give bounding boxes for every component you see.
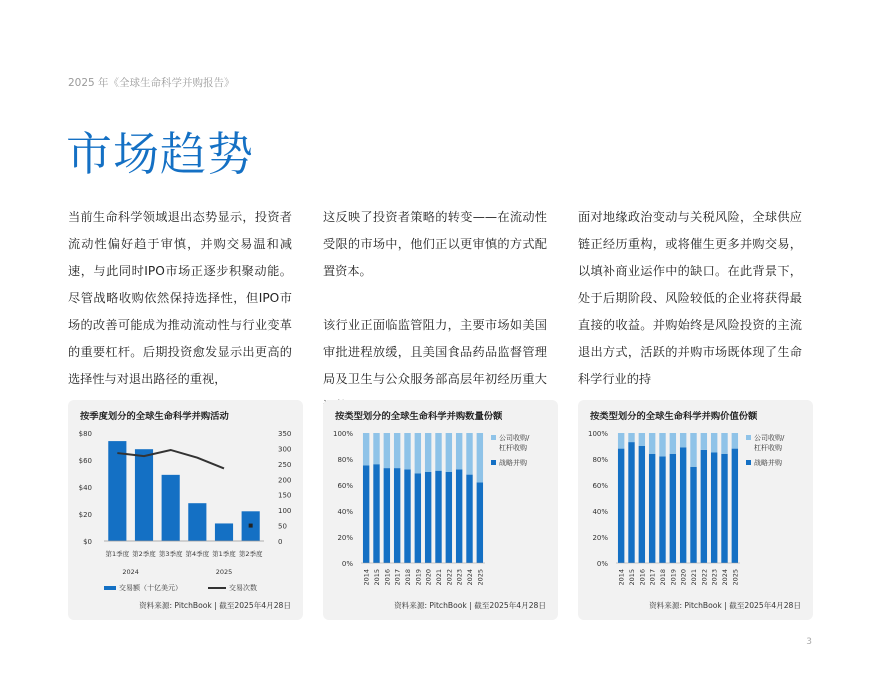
legend-label: 交易次数 <box>229 584 257 592</box>
text-column-3 <box>578 204 802 393</box>
chart-card-value-share <box>578 400 813 620</box>
x-tick-label: 2020 <box>424 569 433 586</box>
bar-segment-strategic <box>394 468 400 563</box>
bar-segment-strategic <box>456 469 462 563</box>
y2-tick-label: 250 <box>278 460 292 469</box>
bar-segment-pe <box>711 433 717 453</box>
bar-segment-pe <box>384 433 390 468</box>
bar-segment-strategic <box>690 467 696 563</box>
bar-segment-strategic <box>466 475 472 563</box>
x-tick-label: 2021 <box>690 569 698 586</box>
y2-tick-label: 100 <box>278 507 292 516</box>
bar <box>162 475 180 541</box>
paragraph: 这反映了投资者策略的转变——在流动性受限的市场中，他们正以更审慎的方式配置资本。 <box>323 210 547 278</box>
y2-tick-label: 300 <box>278 445 292 454</box>
bar-segment-pe <box>394 433 400 468</box>
bar-segment-pe <box>415 433 421 473</box>
deal-count-line <box>117 450 224 469</box>
paragraph: 当前生命科学领域退出态势显示，投资者流动性偏好趋于审慎，并购交易温和减速，与此同时IPO市场正逐步积聚动能。尽管战略收购依然保持选择性，但IPO市场的改善可能成为推动流动性与行业变革的重要杠杆。后期投资愈发显示出更高的选择性与对退出路径的重视， <box>68 210 292 386</box>
x-tick-label: 2015 <box>373 569 381 586</box>
x-tick-label: 2018 <box>404 569 412 586</box>
bar <box>215 523 233 541</box>
y-tick-label: 20% <box>592 534 608 542</box>
legend-swatch-strategic <box>746 460 751 465</box>
y-tick-label: 60% <box>592 482 608 490</box>
y2-tick-label: 50 <box>278 522 287 531</box>
y-tick-label: 100% <box>332 430 353 438</box>
x-tick-label: 2024 <box>721 569 729 586</box>
bar-segment-strategic <box>373 464 379 563</box>
deal-count-point <box>249 524 253 528</box>
chart-card-quarterly-activity <box>68 400 303 620</box>
legend-label: 战略并购 <box>499 459 527 467</box>
y-tick-label: $40 <box>78 484 92 492</box>
y-tick-label: $20 <box>78 511 92 519</box>
y-tick-label: $80 <box>78 430 92 438</box>
chart-title: 按季度划分的全球生命科学并购活动 <box>80 411 229 422</box>
legend-swatch-pe <box>746 435 751 440</box>
bar-segment-pe <box>618 433 624 449</box>
value-share-chart <box>578 400 813 620</box>
x-tick-label: 第2季度 <box>238 550 263 558</box>
y-tick-label: 0% <box>341 560 353 568</box>
y2-tick-label: 200 <box>278 476 292 485</box>
y-tick-label: 80% <box>592 456 608 464</box>
x-tick-label: 2019 <box>414 569 423 586</box>
x-tick-label: 2016 <box>383 569 392 586</box>
bar-segment-strategic <box>732 449 738 563</box>
bar-segment-pe <box>680 433 686 447</box>
y-tick-label: 80% <box>337 456 353 464</box>
bar-segment-pe <box>732 433 738 449</box>
bar-segment-strategic <box>425 472 431 563</box>
bar-segment-strategic <box>363 466 369 564</box>
bar-segment-strategic <box>721 454 727 563</box>
bar-segment-pe <box>363 433 369 466</box>
x-tick-label: 第4季度 <box>185 550 210 558</box>
y-tick-label: 0% <box>596 560 608 568</box>
chart-source: 资料来源: PitchBook | 截至2025年4月28日 <box>394 601 546 610</box>
x-tick-label: 2015 <box>628 569 636 586</box>
x-tick-label: 第1季度 <box>212 550 236 558</box>
legend-label: 公司收购/杠杆收购 <box>754 434 785 452</box>
y2-tick-label: 0 <box>278 538 283 546</box>
legend-label: 公司收购/杠杆收购 <box>499 434 530 452</box>
bar-segment-pe <box>649 433 655 454</box>
page-number: 3 <box>806 637 812 647</box>
x-tick-label: 2020 <box>679 569 688 586</box>
quarterly-activity-chart <box>68 400 303 620</box>
y-tick-label: $60 <box>78 457 92 465</box>
x-tick-label: 2022 <box>700 569 709 586</box>
bar-segment-pe <box>628 433 634 442</box>
y-tick-label: 100% <box>587 430 608 438</box>
chart-source: 资料来源: PitchBook | 截至2025年4月28日 <box>139 601 291 610</box>
bar-segment-strategic <box>670 454 676 563</box>
x-tick-label: 2014 <box>617 569 626 586</box>
y2-tick-label: 350 <box>278 430 292 438</box>
x-tick-label: 第2季度 <box>132 550 156 558</box>
x-tick-label: 2017 <box>648 569 657 586</box>
bar-segment-pe <box>425 433 431 472</box>
bar <box>108 441 126 541</box>
legend-swatch-deal-value <box>104 586 116 590</box>
y-tick-label: 40% <box>592 508 608 516</box>
legend-swatch-pe <box>491 435 496 440</box>
bar-segment-pe <box>721 433 727 454</box>
y-tick-label: 60% <box>337 482 353 490</box>
bar-segment-pe <box>466 433 472 475</box>
chart-title: 按类型划分的全球生命科学并购价值份额 <box>590 411 758 422</box>
y2-tick-label: 150 <box>278 491 292 500</box>
x-tick-label: 2023 <box>455 569 464 586</box>
bar-segment-strategic <box>446 472 452 563</box>
year-label: 2024 <box>122 568 139 576</box>
x-tick-label: 2021 <box>435 569 443 586</box>
paragraph: 面对地缘政治变动与关税风险，全球供应链正经历重构，或将催生更多并购交易，以填补商业运作中的缺口。在此背景下，处于后期阶段、风险较低的企业将获得最直接的收益。并购始终是风险投资的主流退出方式，活跃的并购市场既体现了生命科学行业的持 <box>578 210 802 386</box>
x-tick-label: 2018 <box>659 569 667 586</box>
bar-segment-strategic <box>680 447 686 563</box>
x-tick-label: 2016 <box>638 569 647 586</box>
bar-segment-pe <box>701 433 707 450</box>
x-tick-label: 2014 <box>362 569 371 586</box>
bar <box>135 449 153 541</box>
x-tick-label: 2022 <box>445 569 454 586</box>
bar-segment-pe <box>659 433 665 456</box>
text-column-2 <box>323 204 547 420</box>
y-tick-label: 20% <box>337 534 353 542</box>
bar-segment-pe <box>639 433 645 446</box>
bar-segment-pe <box>373 433 379 464</box>
bar-segment-pe <box>456 433 462 469</box>
bar-segment-strategic <box>384 468 390 563</box>
bar-segment-strategic <box>711 453 717 564</box>
x-tick-label: 2017 <box>393 569 402 586</box>
bar-segment-pe <box>446 433 452 472</box>
bar-segment-strategic <box>659 456 665 563</box>
x-tick-label: 2023 <box>710 569 719 586</box>
x-tick-label: 2024 <box>466 569 474 586</box>
x-tick-label: 第3季度 <box>158 550 183 558</box>
paragraph: 该行业正面临监管阻力，主要市场如美国审批进程放缓，且美国食品药品监督管理局及卫生与公众服务部高层年初经历重大 <box>323 318 547 386</box>
bar-segment-strategic <box>628 442 634 563</box>
x-tick-label: 2019 <box>669 569 678 586</box>
bar-segment-pe <box>435 433 441 471</box>
legend-label: 交易额（十亿美元） <box>119 584 182 592</box>
bar-segment-pe <box>404 433 410 469</box>
page-heading: 市场趋势 <box>66 127 254 181</box>
bar-segment-strategic <box>701 450 707 563</box>
y-tick-label: 40% <box>337 508 353 516</box>
report-title: 2025 年《全球生命科学并购报告》 <box>68 77 235 89</box>
bar-segment-strategic <box>618 449 624 563</box>
chart-card-count-share <box>323 400 558 620</box>
bar-segment-strategic <box>435 471 441 563</box>
legend-swatch-strategic <box>491 460 496 465</box>
bar-segment-strategic <box>415 473 421 563</box>
x-tick-label: 第1季度 <box>105 550 130 558</box>
bar <box>188 503 206 541</box>
count-share-chart <box>323 400 558 620</box>
bar-segment-pe <box>477 433 483 482</box>
chart-source: 资料来源: PitchBook | 截至2025年4月28日 <box>649 601 801 610</box>
bar-segment-strategic <box>404 469 410 563</box>
chart-title: 按类型划分的全球生命科学并购数量份额 <box>335 411 503 422</box>
legend-label: 战略并购 <box>754 459 782 467</box>
year-label: 2025 <box>215 568 233 576</box>
x-tick-label: 2025 <box>731 569 740 586</box>
bar-segment-strategic <box>477 482 483 563</box>
bar-segment-strategic <box>649 454 655 563</box>
bar-segment-strategic <box>639 446 645 563</box>
text-column-1 <box>68 204 292 393</box>
x-tick-label: 2025 <box>476 569 485 586</box>
bar-segment-pe <box>690 433 696 467</box>
y-tick-label: $0 <box>83 538 92 546</box>
bar-segment-pe <box>670 433 676 454</box>
